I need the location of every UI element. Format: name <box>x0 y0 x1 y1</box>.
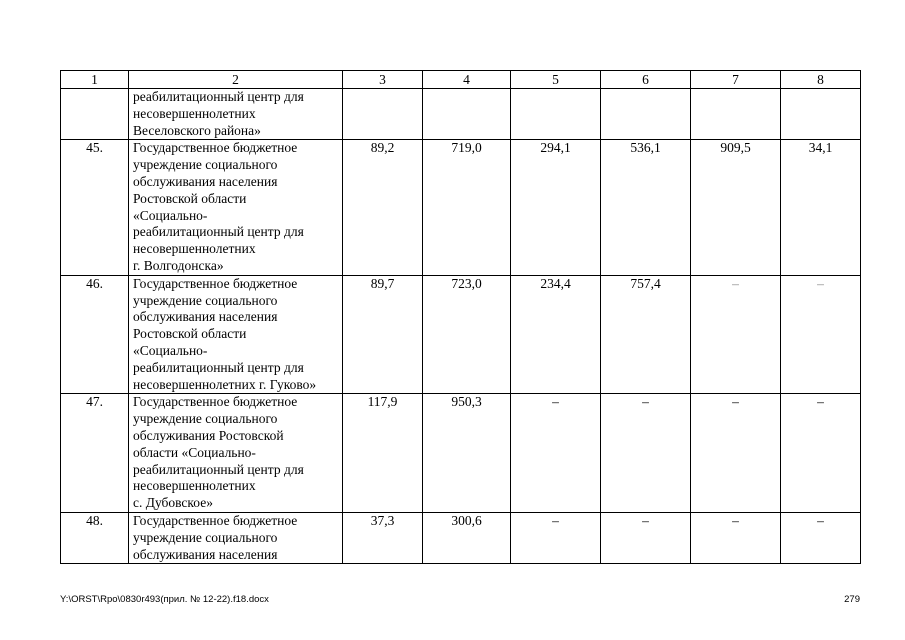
value-col-6: 757,4 <box>601 275 691 394</box>
header-row <box>61 71 861 89</box>
institution-name <box>129 275 343 394</box>
header-cell-5: 5 <box>511 71 601 89</box>
row-number <box>61 89 129 140</box>
header-cell-1: 1 <box>61 71 129 89</box>
header-cell-6: 6 <box>601 71 691 89</box>
value-col-7: – <box>691 394 781 513</box>
value-col-3: 37,3 <box>343 512 423 563</box>
name-line: Веселовского района» <box>133 122 261 138</box>
value-col-5: – <box>511 394 601 513</box>
name-line: учреждение социального <box>133 292 278 308</box>
value-col-6: 536,1 <box>601 140 691 275</box>
value-col-8: – <box>781 394 861 513</box>
value-col-8: – <box>817 275 824 291</box>
data-table <box>60 70 861 564</box>
row-number: 48. <box>61 512 129 563</box>
value-col-6: – <box>601 394 691 513</box>
value-col-7: 909,5 <box>691 140 781 275</box>
header-cell-7: 7 <box>691 71 781 89</box>
file-path-footer: Y:\ORST\Rpo\0830r493(прил. № 12-22).f18.docx <box>60 594 269 605</box>
value-col-3: 89,7 <box>343 275 423 394</box>
name-line: учреждение социального <box>133 529 278 545</box>
page-number: 279 <box>844 594 860 605</box>
value-col-4: 719,0 <box>423 140 511 275</box>
value-col-5: – <box>511 512 601 563</box>
name-line: обслуживания Ростовской <box>133 427 284 443</box>
institution-name <box>129 394 343 513</box>
value-col-3: 117,9 <box>343 394 423 513</box>
row-number: 46. <box>61 275 129 394</box>
table-row <box>61 140 861 275</box>
row-number: 45. <box>61 140 129 275</box>
name-line: г. Волгодонска» <box>133 257 224 273</box>
value-col-4: 950,3 <box>423 394 511 513</box>
name-line: реабилитационный центр для <box>133 89 304 104</box>
name-line: Государственное бюджетное <box>133 394 298 410</box>
name-line: реабилитационный центр для <box>133 461 304 477</box>
name-line: учреждение социального <box>133 411 278 427</box>
value-col-7 <box>691 89 781 140</box>
value-col-4 <box>423 89 511 140</box>
name-line: Государственное бюджетное <box>133 512 298 528</box>
name-line: учреждение социального <box>133 157 278 173</box>
name-line: «Социально- <box>133 207 208 223</box>
name-line: Государственное бюджетное <box>133 140 298 156</box>
value-col-7: – <box>732 275 739 291</box>
name-line: обслуживания населения <box>133 546 278 562</box>
table-row <box>61 89 861 140</box>
value-col-3 <box>343 89 423 140</box>
name-line: Государственное бюджетное <box>133 275 298 291</box>
value-col-3: 89,2 <box>343 140 423 275</box>
name-line: реабилитационный центр для <box>133 224 304 240</box>
name-line: области «Социально- <box>133 444 256 460</box>
value-col-8 <box>781 89 861 140</box>
institution-name <box>129 89 343 140</box>
value-col-5: 234,4 <box>511 275 601 394</box>
name-line: с. Дубовское» <box>133 495 213 511</box>
name-line: несовершеннолетних <box>133 241 256 257</box>
name-line: обслуживания населения <box>133 173 278 189</box>
table-row <box>61 394 861 513</box>
header-cell-8: 8 <box>781 71 861 89</box>
header-cell-4: 4 <box>423 71 511 89</box>
value-col-5 <box>511 89 601 140</box>
value-col-5: 294,1 <box>511 140 601 275</box>
name-line: Ростовской области <box>133 190 247 206</box>
table-row <box>61 275 861 394</box>
name-line: «Социально- <box>133 342 208 358</box>
name-line: несовершеннолетних <box>133 478 256 494</box>
name-line: Ростовской области <box>133 326 247 342</box>
name-line: несовершеннолетних г. Гуково» <box>133 376 317 392</box>
value-col-8: – <box>781 512 861 563</box>
table-row <box>61 512 861 563</box>
value-col-6: – <box>601 512 691 563</box>
value-col-4: 723,0 <box>423 275 511 394</box>
institution-name <box>129 140 343 275</box>
institution-name <box>129 512 343 563</box>
header-cell-3: 3 <box>343 71 423 89</box>
value-col-8: 34,1 <box>781 140 861 275</box>
value-col-6 <box>601 89 691 140</box>
name-line: обслуживания населения <box>133 309 278 325</box>
header-cell-2: 2 <box>129 71 343 89</box>
name-line: реабилитационный центр для <box>133 359 304 375</box>
row-number: 47. <box>61 394 129 513</box>
value-col-4: 300,6 <box>423 512 511 563</box>
value-col-7: – <box>691 512 781 563</box>
name-line: несовершеннолетних <box>133 105 256 121</box>
